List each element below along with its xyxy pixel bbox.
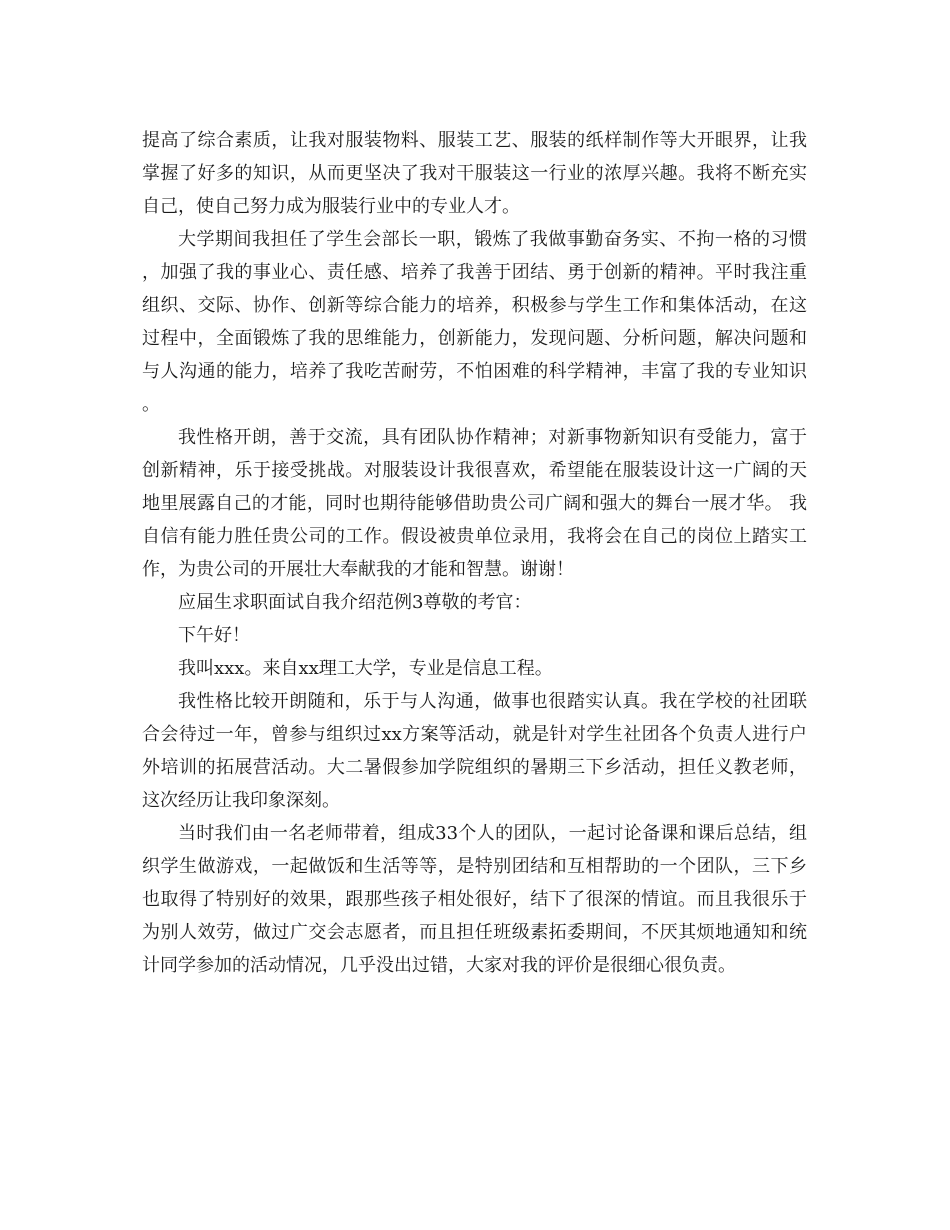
paragraph-heading-line: 应届生求职面试自我介绍范例3尊敬的考官： — [178, 592, 532, 613]
paragraph-intro: 我叫xxx。来自xx理工大学，专业是信息工程。 — [178, 658, 553, 679]
paragraph: 我性格比较开朗随和，乐于与人沟通，做事也很踏实认真。我在学校的社团联合会待过一年，曾参与组织过xx方案等活动，就是针对学生社团各个负责人进行户外培训的拓展营活动。大二暑假参加学院组织的暑期三下乡活动，担任义教老师，这次经历让我印象深刻。 — [142, 691, 807, 811]
paragraph: 我性格开朗，善于交流，具有团队协作精神；对新事物新知识有受能力，富于创新精神，乐于接受挑战。对服装设计我很喜欢，希望能在服装设计这一广阔的天地里展露自己的才能，同时也期待能够借助贵公司广阔和强大的舞台一展才华。 我自信有能力胜任贵公司的工作。假设被贵单位录用，我将会在自己的岗位上踏实工作，为贵公司的开展壮大奉献我的才能和智慧。谢谢！ — [142, 427, 807, 580]
paragraph: 大学期间我担任了学生会部长一职，锻炼了我做事勤奋务实、不拘一格的习惯，加强了我的事业心、责任感、培养了我善于团结、勇于创新的精神。平时我注重组织、交际、协作、创新等综合能力的培养，积极参与学生工作和集体活动，在这过程中，全面锻炼了我的思维能力，创新能力，发现问题、分析问题，解决问题和与人沟通的能力，培养了我吃苦耐劳，不怕困难的科学精神，丰富了我的专业知识。 — [142, 229, 807, 415]
paragraph: 提高了综合素质，让我对服装物料、服装工艺、服装的纸样制作等大开眼界，让我掌握了好多的知识，从而更坚决了我对干服装这一行业的浓厚兴趣。我将不断充实自己，使自己努力成为服装行业中的专业人才。 — [142, 130, 807, 217]
paragraph: 当时我们由一名老师带着，组成33个人的团队，一起讨论备课和课后总结，组织学生做游戏，一起做饭和生活等等，是特别团结和互相帮助的一个团队，三下乡也取得了特别好的效果，跟那些孩子相处很好，结下了很深的情谊。而且我很乐于为别人效劳，做过广交会志愿者，而且担任班级素拓委期间，不厌其烦地通知和统计同学参加的活动情况，几乎没出过错，大家对我的评价是很细心很负责。 — [142, 823, 807, 976]
paragraph-greeting: 下午好！ — [178, 625, 250, 646]
document-body — [142, 124, 807, 982]
